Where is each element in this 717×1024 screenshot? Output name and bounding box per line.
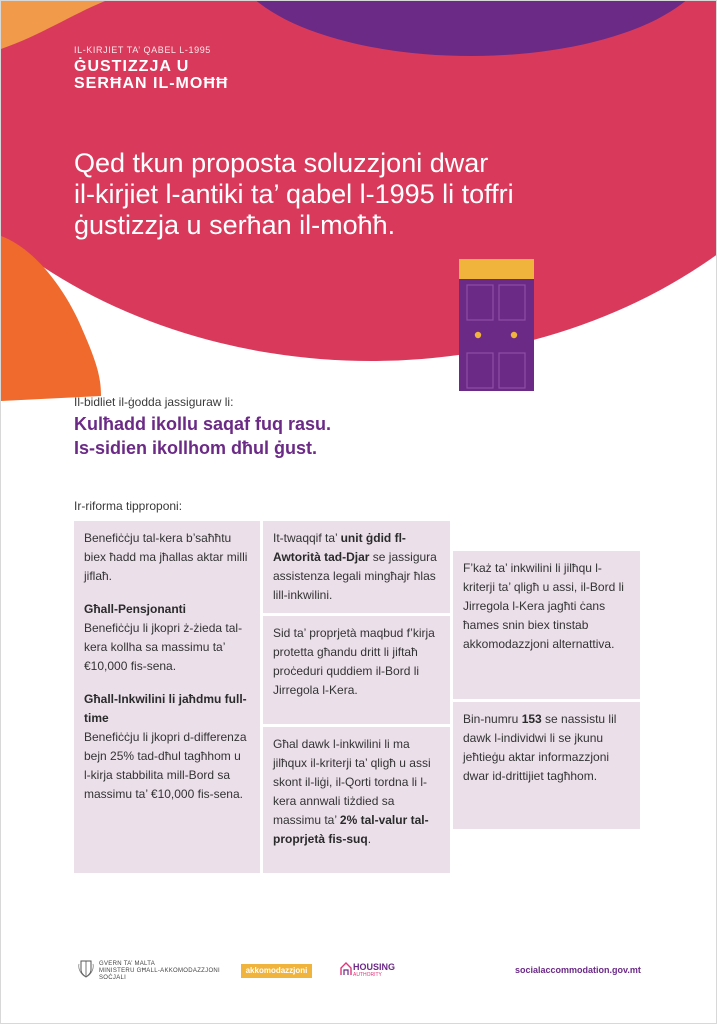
brand-title	[74, 58, 228, 92]
rent-increase-text-post: .	[367, 832, 372, 846]
series-eyebrow: IL-KIRJIET TA’ QABEL L-1995	[74, 45, 211, 55]
benefit-card	[74, 521, 260, 873]
helpline-card	[453, 702, 640, 829]
govt-line-1: GVERN TA’ MALTA	[99, 961, 156, 967]
helpline-text-post: se nassistu lil dawk l-individwi li se jkunu jeħtieġu aktar informazzjoni dwar id-drittijiet tagħhom.	[463, 712, 617, 783]
alternative-housing-text: F’każ ta’ inkwilini li jilħqu l-kriterji ta’ qligħ u assi, il-Bord li Jirregola l-Kera jagħti ċans ħames snin biex tinstab akkomodazzjoni alternattiva.	[463, 561, 624, 651]
headline-line-1: Qed tkun proposta soluzzjoni dwar	[74, 148, 489, 178]
housing-logo-title: HOUSING	[353, 962, 396, 972]
pensioners-section	[84, 600, 250, 676]
legal-unit-highlight: unit ġdid fl-Awtorità tad-Djar	[273, 531, 406, 564]
motto-line-1: Kulħadd ikollu saqaf fuq rasu.	[74, 414, 332, 434]
intro-text: Il-bidliet il-ġodda jassiguraw li:	[74, 395, 234, 409]
motto-line-2: Is-sidien ikollhom dħul ġust.	[74, 438, 318, 458]
door-icon	[459, 259, 534, 391]
rent-increase-text-pre: Għal dawk l-inkwilini li ma jilħqux il-kriterji ta’ qligħ u assi skont il-liġi, il-Qorti tordna li l-kera annwali tiżdied sa massimu ta’	[273, 737, 431, 827]
govt-line-2: MINISTERU GĦALL-AKKOMODAZZJONI	[99, 968, 221, 974]
benefit-intro: Benefiċċju tal-kera b’saħħtu biex ħadd ma jħallas aktar milli jiflaħ.	[84, 531, 248, 583]
headline-line-3: ġustizzja u serħan il-moħħ.	[74, 210, 396, 240]
pensioners-text: Benefiċċju li jkopri ż-żieda tal-kera kollha sa massimu ta’ €10,000 fis-sena.	[84, 621, 243, 673]
housing-authority-logo-icon	[340, 962, 352, 976]
govt-line-3: SOĊJALI	[99, 975, 127, 981]
website-link[interactable]: socialaccommodation.gov.mt	[515, 965, 641, 975]
rent-increase-highlight: 2% tal-valur tal-proprjetà fis-suq	[273, 813, 429, 846]
motto	[74, 412, 331, 460]
legal-unit-text-pre: It-twaqqif ta’	[273, 531, 341, 545]
brand-line-1: ĠUSTIZZJA U	[74, 58, 190, 75]
legal-unit-text-post: se jassigura assistenza legali mingħajr ħlas lill-inkwilini.	[273, 550, 437, 602]
helpline-number: 153	[521, 712, 542, 726]
owner-rights-card	[263, 616, 450, 724]
housing-authority-logo	[353, 963, 395, 978]
alternative-housing-card	[453, 551, 640, 699]
ministry-logo-text	[99, 961, 220, 982]
rent-increase-card	[263, 727, 450, 873]
akkomodazzjoni-logo: akkomodazzjoni	[241, 964, 312, 978]
headline-line-2: il-kirjiet l-antiki ta’ qabel l-1995 li toffri	[74, 179, 514, 209]
reforms-label: Ir-riforma tipproponi:	[74, 499, 183, 513]
housing-logo-subtitle: AUTHORITY	[353, 972, 382, 978]
fulltime-heading: Għall-Inkwilini li jaħdmu full-time	[84, 692, 247, 725]
fulltime-section	[84, 690, 250, 804]
legal-unit-card	[263, 521, 450, 613]
headline	[74, 148, 594, 241]
owner-rights-text: Sid ta’ proprjetà maqbud f’kirja protetta għandu dritt li jiftaħ proċeduri quddiem il-Bord li Jirregola l-Kera.	[273, 626, 435, 697]
helpline-text-pre: Bin-numru	[463, 712, 522, 726]
malta-crest-icon	[78, 959, 94, 979]
pensioners-heading: Għall-Pensjonanti	[84, 602, 187, 616]
fulltime-text: Benefiċċju li jkopri d-differenza bejn 25% tad-dħul tagħhom u l-kirja stabbilita mill-Bord sa massimu ta’ €10,000 fis-sena.	[84, 730, 247, 801]
brand-line-2: SERĦAN IL-MOĦĦ	[74, 75, 229, 92]
